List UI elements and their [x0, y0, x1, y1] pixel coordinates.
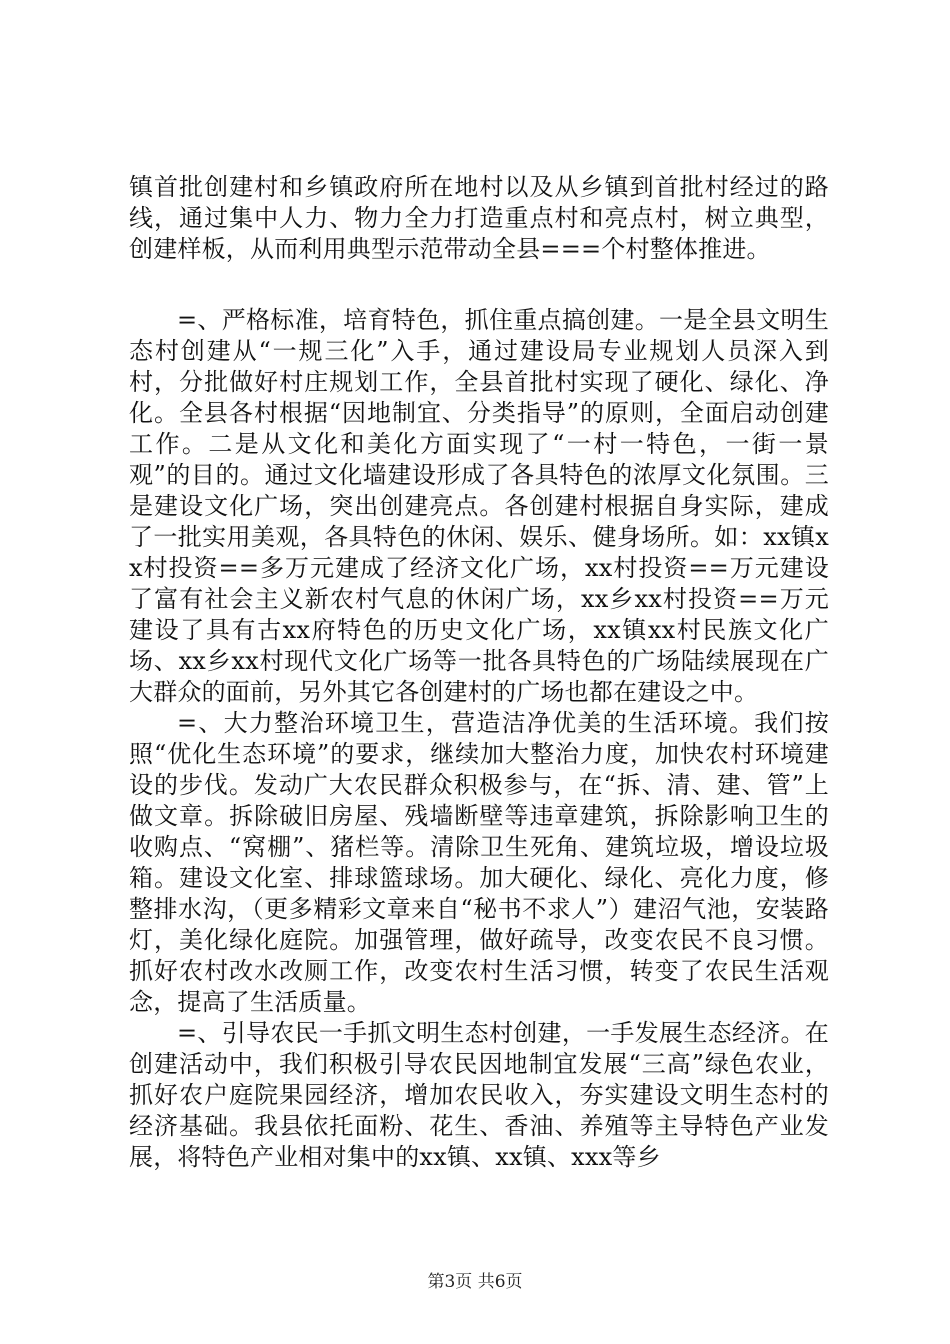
- paragraph-environment: =、大力整治环境卫生，营造洁净优美的生活环境。我们按照“优化生态环境”的要求，继续加大整治力度，加快农村环境建设的步伐。发动广大农民群众积极参与，在“拆、清、建、管”上做文章。拆除破旧房屋、残墙断壁等违章建筑，拆除影响卫生的收购点、“窝棚”、猪栏等。清除卫生死角、建筑垃圾，增设垃圾箱。建设文化室、排球篮球场。加大硬化、绿化、亮化力度，修整排水沟，（更多精彩文章来自“秘书不求人”）建沼气池，安装路灯，美化绿化庭院。加强管理，做好疏导，改变农民不良习惯。抓好农村改水改厕工作，改变农村生活习惯，转变了农民生活观念，提高了生活质量。: [129, 709, 829, 1016]
- paragraph-standards: =、严格标准，培育特色，抓住重点搞创建。一是全县文明生态村创建从“一规三化”入手，通过建设局专业规划人员深入到村，分批做好村庄规划工作，全县首批村实现了硬化、绿化、净化。全县各村根据“因地制宜、分类指导”的原则，全面启动创建工作。二是从文化和美化方面实现了“一村一特色，一街一景观”的目的。通过文化墙建设形成了各具特色的浓厚文化氛围。三是建设文化广场，突出创建亮点。各创建村根据自身实际，建成了一批实用美观，各具特色的休闲、娱乐、健身场所。如：xx镇xx村投资==多万元建成了经济文化广场，xx村投资==万元建设了富有社会主义新农村气息的休闲广场，xx乡xx村投资==万元建设了具有古xx府特色的历史文化广场，xx镇xx村民族文化广场、xx乡xx村现代文化广场等一批各具特色的广场陆续展现在广大群众的面前，另外其它各创建村的广场也都在建设之中。: [129, 306, 829, 706]
- page-number-footer: 第3页 共6页: [427, 1272, 523, 1292]
- paragraph-gap: [129, 265, 829, 305]
- paragraph-continuation: 镇首批创建村和乡镇政府所在地村以及从乡镇到首批村经过的路线，通过集中人力、物力全力打造重点村和亮点村，树立典型，创建样板，从而利用典型示范带动全县===个村整体推进。: [129, 173, 829, 263]
- paragraph-economy: =、引导农民一手抓文明生态村创建，一手发展生态经济。在创建活动中，我们积极引导农民因地制宜发展“三高”绿色农业，抓好农户庭院果园经济，增加农民收入，夯实建设文明生态村的经济基础。我县依托面粉、花生、香油、养殖等主导特色产业发展，将特色产业相对集中的xx镇、xx镇、xxx等乡: [129, 1019, 829, 1171]
- document-body: [129, 172, 829, 1173]
